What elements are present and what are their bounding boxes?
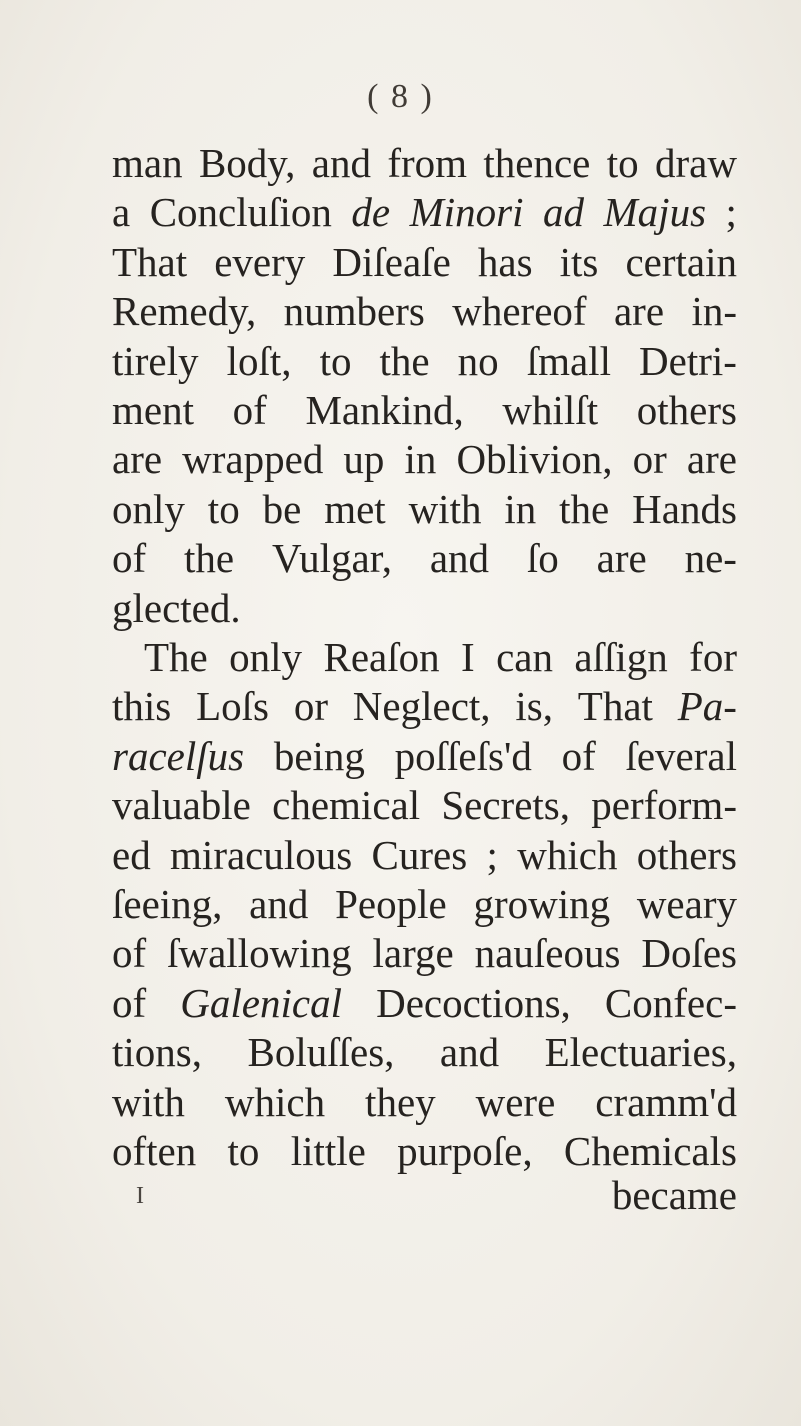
text-line <box>112 632 737 682</box>
word: often <box>112 1128 197 1174</box>
word: can <box>496 634 553 680</box>
word: of <box>112 979 147 1026</box>
word: others <box>636 831 737 878</box>
word: which <box>517 831 618 878</box>
word: the <box>559 485 610 532</box>
word: ad <box>543 189 585 236</box>
word: man <box>112 140 183 186</box>
word: are <box>613 288 665 335</box>
word: Loſs <box>196 683 269 730</box>
text-line <box>112 434 737 484</box>
word: ed <box>112 831 151 878</box>
word: That <box>112 238 188 285</box>
word: chemical <box>272 782 421 829</box>
word: perform- <box>591 782 737 829</box>
word: are <box>686 436 737 483</box>
word: from <box>387 140 468 186</box>
text-line <box>112 187 737 237</box>
word: ſmall <box>526 337 611 384</box>
word: That <box>577 683 653 730</box>
word: Concluſion <box>149 189 332 236</box>
word: of <box>561 732 596 779</box>
word: Doſes <box>641 930 737 977</box>
text-line <box>112 336 737 386</box>
word: Decoctions, <box>376 979 571 1026</box>
word: in <box>504 485 537 532</box>
word: are <box>596 535 647 582</box>
word: large <box>372 930 454 977</box>
word: miraculous <box>170 831 353 878</box>
word: or <box>293 683 328 730</box>
word: Pa- <box>677 683 737 730</box>
text-line <box>112 1126 737 1176</box>
word: others <box>636 387 737 433</box>
word: with <box>408 485 482 532</box>
word: they <box>365 1078 436 1125</box>
text-line <box>112 780 737 830</box>
word: in- <box>691 288 737 335</box>
text-line <box>112 484 737 534</box>
word: Chemicals <box>563 1128 737 1174</box>
word: of <box>232 387 267 433</box>
word: purpoſe, <box>397 1128 533 1174</box>
word: cramm'd <box>595 1078 737 1125</box>
word: tirely <box>112 337 199 384</box>
word: ſo <box>526 535 559 582</box>
word: racelſus <box>112 732 245 779</box>
word: met <box>324 485 386 532</box>
word: draw <box>654 140 737 186</box>
word: Mankind, <box>305 387 464 433</box>
text-line <box>112 681 737 731</box>
word: nauſeous <box>474 930 621 977</box>
word: I <box>461 634 475 680</box>
word: the <box>379 337 430 384</box>
word: in <box>404 436 437 483</box>
word: with <box>112 1078 185 1125</box>
text-line <box>112 879 737 929</box>
word: wrapped <box>182 436 324 483</box>
word: Reaſon <box>323 634 440 680</box>
word: which <box>224 1078 326 1125</box>
word: up <box>343 436 385 483</box>
word: Oblivion, <box>456 436 613 483</box>
word: aſſign <box>574 634 668 680</box>
word: or <box>632 436 667 483</box>
word: ſwallowing <box>167 930 352 977</box>
word: People <box>335 881 447 927</box>
word: no <box>457 337 499 384</box>
word: ſeeing, <box>112 881 223 927</box>
word: to <box>606 140 639 186</box>
word: Galenical <box>180 979 342 1026</box>
word: being <box>273 732 365 779</box>
word: Body, <box>198 140 296 186</box>
word: ne- <box>684 535 737 582</box>
text-line <box>112 830 737 880</box>
text-line <box>112 1027 737 1077</box>
word: numbers <box>283 288 425 335</box>
word: to <box>207 485 240 532</box>
text-line <box>112 731 737 781</box>
catchword: became <box>611 1172 737 1219</box>
word: little <box>290 1128 366 1174</box>
word: to <box>227 1128 260 1174</box>
word: Majus <box>603 189 707 236</box>
word: Diſeaſe <box>332 238 451 285</box>
word: whereof <box>452 288 587 335</box>
word: Minori <box>409 189 524 236</box>
text-line <box>112 385 737 435</box>
word: is, <box>515 683 553 730</box>
word: and <box>429 535 490 582</box>
word: and <box>311 140 371 186</box>
word: Cures <box>371 831 468 878</box>
word: Hands <box>632 485 737 532</box>
text-line <box>112 1077 737 1127</box>
word: thence <box>483 140 591 186</box>
text-line <box>112 583 737 633</box>
word: de <box>351 189 391 236</box>
word: Remedy, <box>112 288 257 335</box>
word: to <box>319 337 352 384</box>
word: be <box>262 485 302 532</box>
text-line <box>112 533 737 583</box>
word: the <box>184 535 235 582</box>
word: a <box>112 189 131 236</box>
page-number: ( 8 ) <box>367 78 434 115</box>
word: ; <box>486 831 498 878</box>
word: has <box>477 238 533 285</box>
word: ; <box>725 189 737 236</box>
word: tions, <box>112 1029 202 1076</box>
word: ſeveral <box>625 732 737 779</box>
word: for <box>689 634 737 680</box>
word: its <box>559 238 599 285</box>
word: ment <box>112 387 194 433</box>
word: of <box>112 535 147 582</box>
word: every <box>214 238 306 285</box>
text-line <box>112 237 737 287</box>
word: Vulgar, <box>271 535 392 582</box>
word: Secrets, <box>441 782 571 829</box>
word: and <box>249 881 309 927</box>
word: The <box>144 634 208 680</box>
word: are <box>112 436 163 483</box>
word: of <box>112 930 147 977</box>
text-line <box>112 138 737 188</box>
word: Confec- <box>604 979 737 1026</box>
word: poſſeſs'd <box>394 732 532 779</box>
text-line <box>112 286 737 336</box>
signature-mark: I <box>136 1183 144 1210</box>
word: Neglect, <box>352 683 491 730</box>
word: this <box>112 683 172 730</box>
text-line <box>112 928 737 978</box>
word: Electuaries, <box>544 1029 737 1076</box>
word: only <box>229 634 303 680</box>
word: certain <box>625 238 737 285</box>
word: loſt, <box>226 337 292 384</box>
word: were <box>475 1078 556 1125</box>
word: only <box>112 485 185 532</box>
text-line <box>112 978 737 1028</box>
word: valuable <box>112 782 251 829</box>
word: glected. <box>112 584 241 631</box>
word: growing <box>473 881 611 927</box>
word: Boluſſes, <box>247 1029 395 1076</box>
word: Detri- <box>639 337 737 384</box>
word: weary <box>636 881 737 927</box>
word: whilſt <box>502 387 599 433</box>
word: and <box>439 1029 500 1076</box>
